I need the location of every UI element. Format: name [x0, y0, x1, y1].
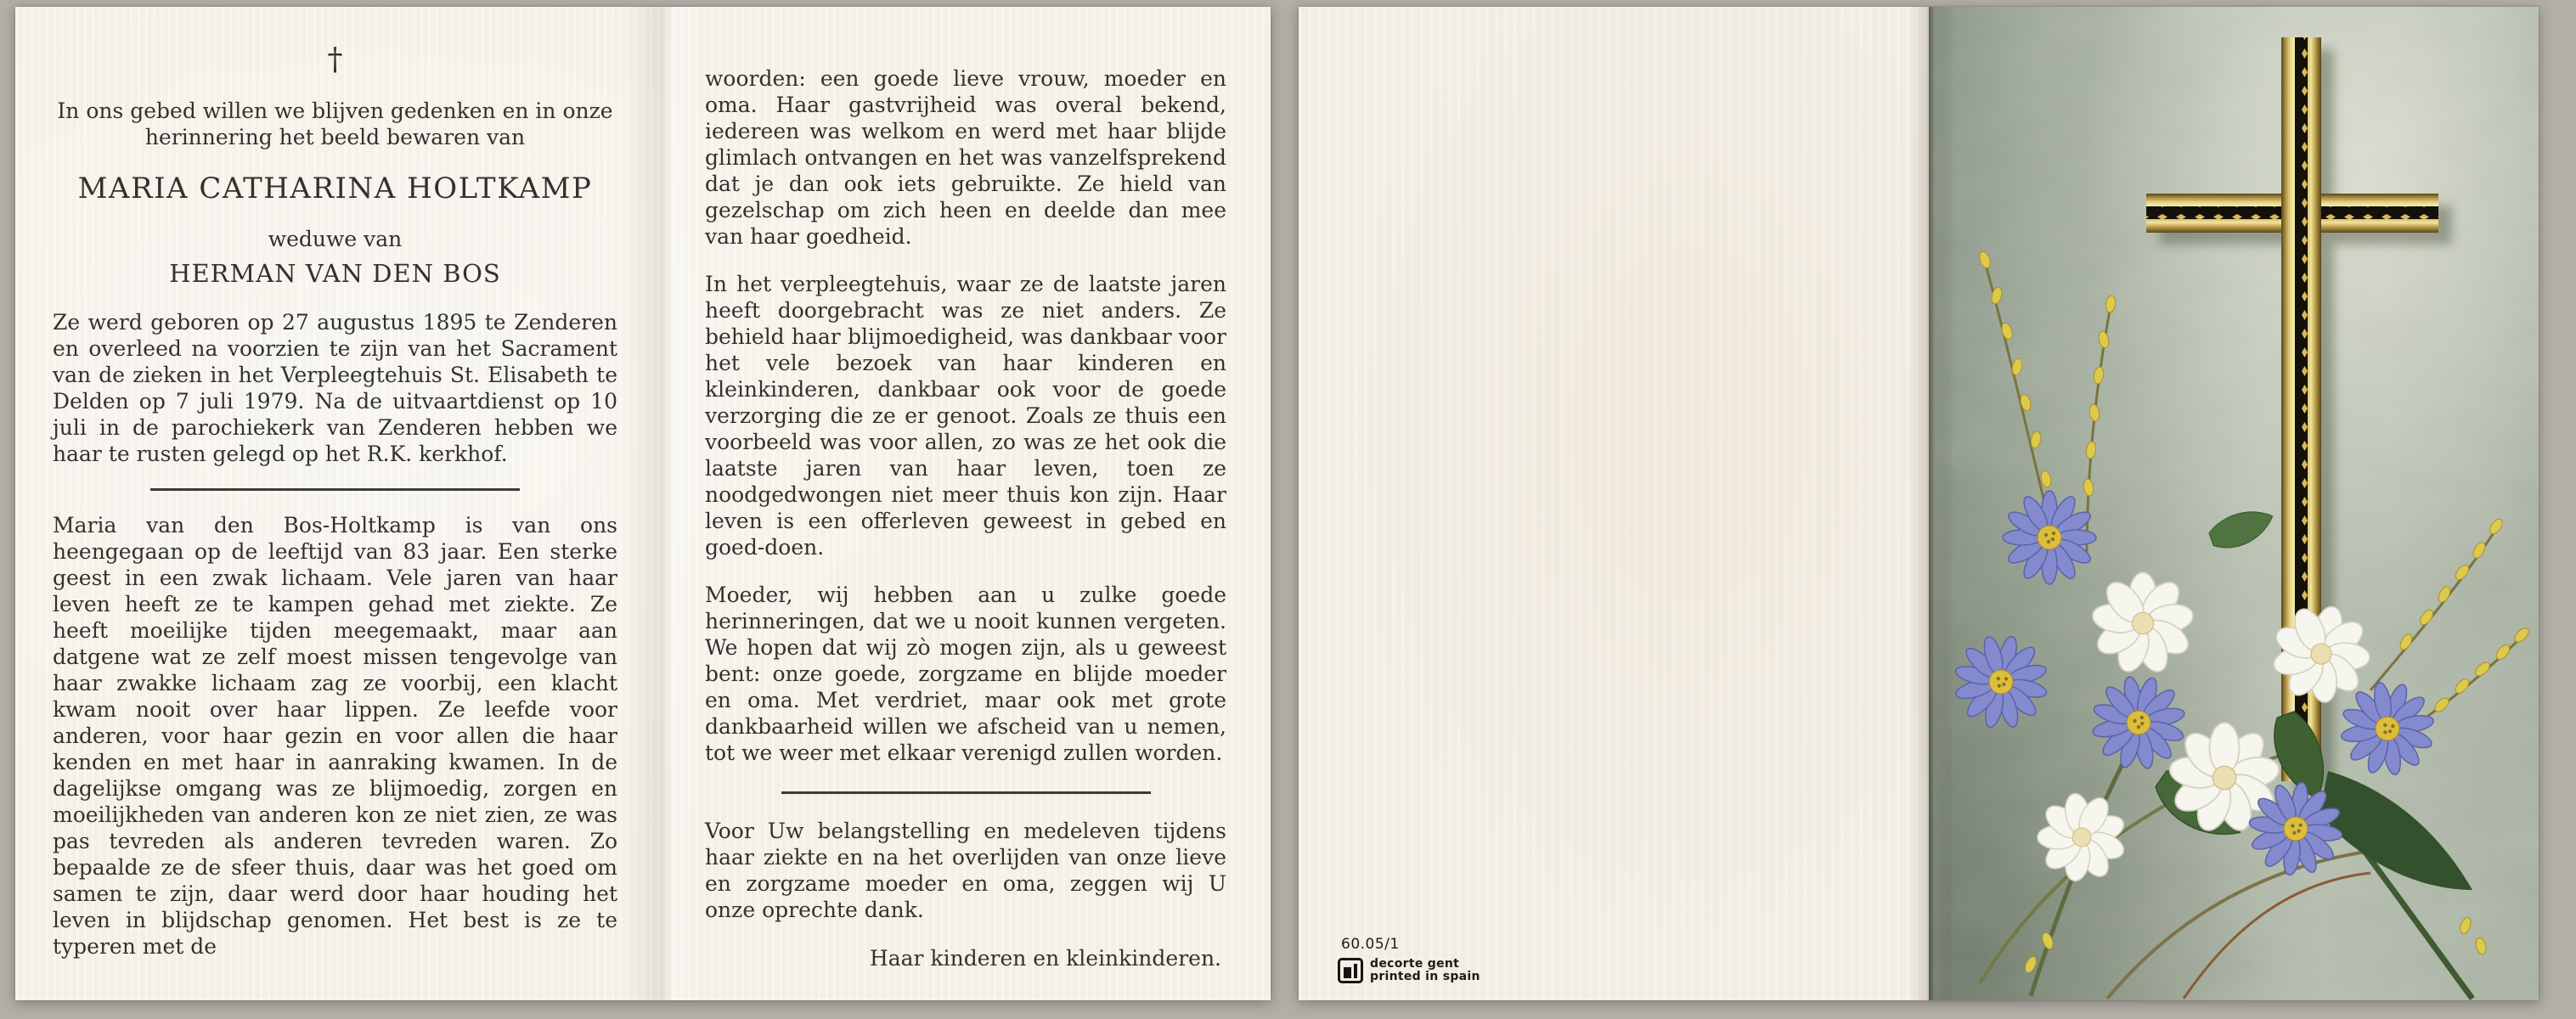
thanks-paragraph: Voor Uw belangstelling en medeleven tijdens haar ziekte en na het overlijden van onze lieve en zorgzame moeder en oma, zeggen wij U onze oprechte dank. [705, 819, 1226, 922]
printer-row [1338, 958, 1480, 983]
printer-name: decorte gent [1370, 957, 1460, 971]
cross-symbol-icon: † [327, 42, 343, 77]
birth-death-paragraph: Ze werd geboren op 27 augustus 1895 te Zenderen en overleed na voorzien te zijn van het Sacrament van de zieken in het Verpleegtehuis St. Elisabeth te Delden op 7 juli 1979. Na de uitvaartdienst op 10 juli in de parochiekerk van Zenderen hebben we haar te rusten gelegd op het R.K. kerkhof. [53, 310, 617, 466]
printer-logo-icon [1338, 958, 1363, 983]
spouse-name: HERMAN VAN DEN BOS [169, 259, 501, 288]
card-back-page [1299, 7, 1929, 1000]
memoriam-paragraph-1: Maria van den Bos-Holtkamp is van ons heengegaan op de leeftijd van 83 jaar. Een sterke geest in een zwak lichaam. Vele jaren van haar leven heeft ze te kampen gehad met ziekte. Ze heeft moeilijke tijden meegemaakt, maar aan datgene wat ze zelf moest missen tengevolge van haar zwakke lichaam zag ze voorbij, een klacht kwam nooit over haar lippen. Ze leefde voor anderen, voor haar gezin en voor allen die haar kenden en met haar in aanraking kwamen. In de dagelijkse omgang was ze blijmoedig, zorgen en moeilijkheden van anderen kon ze niet zien, ze was pas tevreden als anderen tevreden waren. Zo bepaalde ze de sfeer thuis, daar was het goed om samen te zijn, daar werd door haar houding het leven in blijdschap genomen. Het best is ze te typeren met de [53, 513, 617, 959]
memoriam-paragraph-3: In het verpleegtehuis, waar ze de laatste jaren heeft doorgebracht was ze niet anders. Ze behield haar blijmoedigheid, was dankbaar voor het vele bezoek van haar kinderen en kleinkinderen, dankbaar ook voor de goede verzorging die ze er genoot. Zoals ze thuis een voorbeeld was voor allen, zo was ze het ook die laatste jaren van haar leven, toen ze noodgedwongen niet meer thuis kon zijn. Haar leven is een offerleven geweest in gebed en goed-doen. [705, 272, 1226, 560]
photo-background [1929, 7, 2539, 1000]
printer-origin: printed in spain [1370, 970, 1480, 983]
divider-rule [781, 791, 1151, 794]
deceased-name: MARIA CATHARINA HOLTKAMP [77, 172, 593, 205]
inside-left-page [53, 44, 617, 981]
divider-rule [150, 488, 520, 491]
memoriam-paragraph-2: woorden: een goede lieve vrouw, moeder en oma. Haar gastvrijheid was overal bekend, iedereen was welkom en werd met haar blijde glimlach ontvangen en het was vanzelfsprekend dat je dan ook iets gebruikte. Ze hield van gezelschap om zich heen en deelde dan mee van haar goedheid. [705, 66, 1226, 249]
inside-right-page [705, 44, 1226, 993]
memoriam-paragraph-4: Moeder, wij hebben aan u zulke goede herinneringen, dat we u nooit kunnen vergeten. We hopen dat wij zò mogen zijn, als u geweest bent: onze goede, zorgzame en blijde moeder en oma. Met verdriet, maar ook met grote dankbaarheid willen we afscheid van u nemen, tot we weer met elkaar verenigd zullen worden. [705, 583, 1226, 765]
intro-text: In ons gebed willen we blijven gedenken en in onze herinnering het beeld bewaren van [57, 99, 613, 149]
cover-photo-illustration [1929, 7, 2539, 1000]
card-cover-panel [1299, 7, 2539, 1000]
printer-block [1338, 936, 1480, 983]
cover-photo [1929, 7, 2539, 1000]
card-fold-crease [623, 7, 702, 1000]
signature-line: Haar kinderen en kleinkinderen. [869, 946, 1221, 971]
print-code: 60.05/1 [1341, 936, 1400, 953]
printer-text [1370, 958, 1480, 983]
card-inside-panel [15, 7, 1271, 1000]
relation-label: weduwe van [268, 227, 403, 251]
